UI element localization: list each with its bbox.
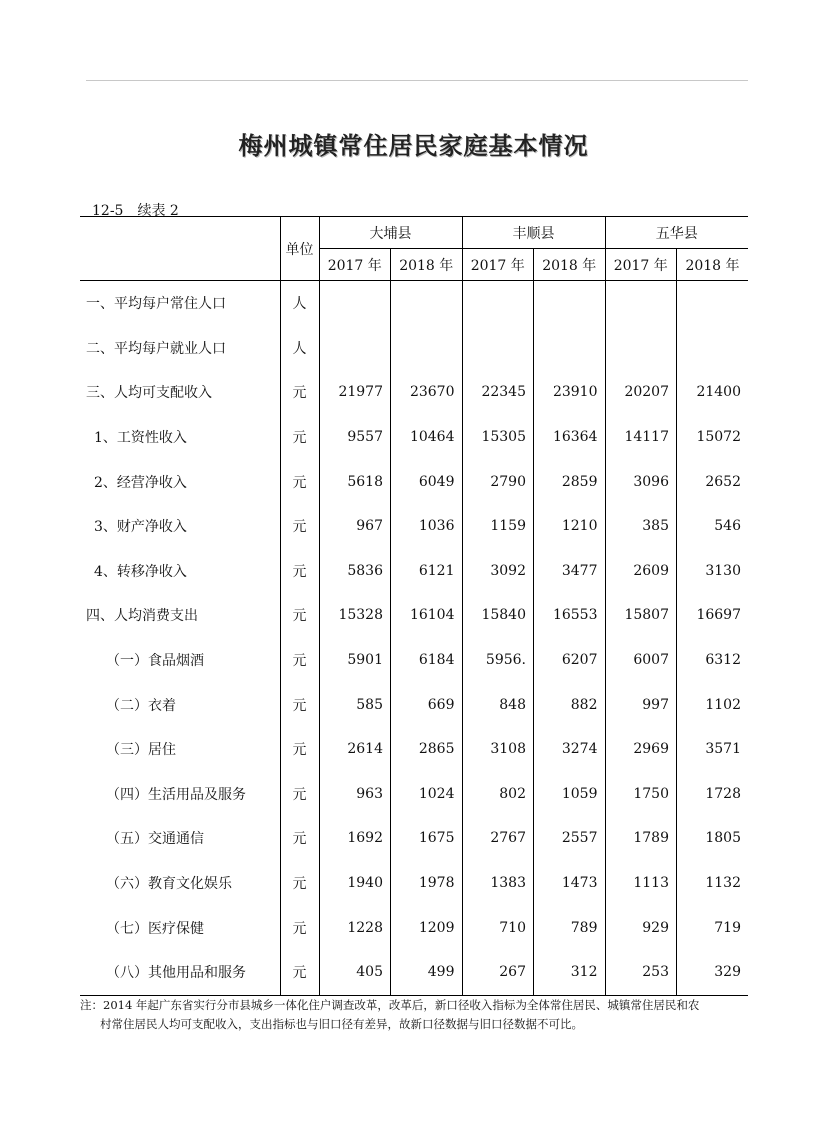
row-value-cell: 1132 [677, 861, 749, 906]
row-value-cell: 16104 [391, 593, 463, 638]
row-value-cell: 802 [462, 772, 534, 817]
row-unit: 元 [280, 682, 319, 727]
row-value-cell: 1159 [462, 504, 534, 549]
row-value-cell: 719 [677, 905, 749, 950]
row-unit: 元 [280, 549, 319, 594]
page-title: 梅州城镇常住居民家庭基本情况 [238, 131, 589, 160]
header-item-cell [80, 217, 280, 281]
table-row [80, 682, 748, 727]
row-item-label: （一）食品烟酒 [106, 653, 204, 670]
row-value-cell: 963 [319, 772, 391, 817]
row-value-cell: 2865 [391, 727, 463, 772]
row-value-cell: 2790 [462, 459, 534, 504]
row-value-cell: 1675 [391, 816, 463, 861]
row-item-label: （二）衣着 [106, 697, 176, 714]
row-value-cell [391, 326, 463, 371]
row-value-cell: 6207 [534, 638, 606, 683]
row-value-cell: 2609 [605, 549, 677, 594]
row-value-cell: 385 [605, 504, 677, 549]
row-value-cell: 6312 [677, 638, 749, 683]
header-county-fengshun: 丰顺县 [462, 217, 605, 249]
row-value-cell: 267 [462, 950, 534, 995]
row-value-cell: 789 [534, 905, 606, 950]
row-value-cell: 15305 [462, 415, 534, 460]
row-value-cell: 1210 [534, 504, 606, 549]
row-item-label: 2、经营净收入 [94, 474, 187, 491]
row-value-cell: 23910 [534, 370, 606, 415]
row-value-cell: 3571 [677, 727, 749, 772]
row-value-cell: 1750 [605, 772, 677, 817]
table-row [80, 415, 748, 460]
row-unit: 元 [280, 593, 319, 638]
footnote [80, 996, 748, 1034]
row-value-cell: 405 [319, 950, 391, 995]
row-value-cell: 1728 [677, 772, 749, 817]
table-row [80, 638, 748, 683]
row-item-label: 3、财产净收入 [94, 519, 187, 536]
table-row [80, 459, 748, 504]
row-value-cell: 253 [605, 950, 677, 995]
row-value-cell [534, 326, 606, 371]
row-value-cell: 9557 [319, 415, 391, 460]
row-value-cell: 22345 [462, 370, 534, 415]
row-unit: 元 [280, 950, 319, 995]
row-value-cell: 16364 [534, 415, 606, 460]
table-row [80, 727, 748, 772]
row-unit: 元 [280, 638, 319, 683]
row-unit: 人 [280, 326, 319, 371]
row-item-label: （六）教育文化娱乐 [106, 876, 232, 893]
row-value-cell: 1024 [391, 772, 463, 817]
row-value-cell: 2969 [605, 727, 677, 772]
data-table [80, 216, 748, 996]
row-value-cell: 1383 [462, 861, 534, 906]
row-item-label: 1、工资性收入 [94, 430, 187, 447]
row-value-cell: 3108 [462, 727, 534, 772]
table-row [80, 549, 748, 594]
header-year: 2017 年 [605, 249, 677, 281]
row-item-label: （三）居住 [106, 742, 176, 759]
header-unit: 单位 [280, 217, 319, 281]
row-value-cell: 6184 [391, 638, 463, 683]
row-unit: 元 [280, 905, 319, 950]
row-value-cell: 1228 [319, 905, 391, 950]
row-value-cell: 1473 [534, 861, 606, 906]
row-item-label: 四、人均消费支出 [86, 608, 198, 625]
footnote-line-2: 村常住居民人均可支配收入，支出指标也与旧口径有差异，故新口径数据与旧口径数据不可比。 [100, 1017, 583, 1031]
row-value-cell [391, 281, 463, 326]
row-item-label: （七）医疗保健 [106, 920, 204, 937]
header-year: 2018 年 [677, 249, 749, 281]
row-value-cell: 1036 [391, 504, 463, 549]
data-table-container [80, 216, 748, 996]
row-value-cell: 1789 [605, 816, 677, 861]
row-item-label: （四）生活用品及服务 [106, 786, 246, 803]
table-row [80, 816, 748, 861]
table-row [80, 772, 748, 817]
top-rule [86, 80, 748, 81]
row-unit: 元 [280, 504, 319, 549]
table-row [80, 326, 748, 371]
row-unit: 元 [280, 727, 319, 772]
row-value-cell: 2557 [534, 816, 606, 861]
table-row [80, 950, 748, 995]
row-value-cell: 1940 [319, 861, 391, 906]
row-item-label: 一、平均每户常住人口 [86, 296, 226, 313]
row-value-cell: 967 [319, 504, 391, 549]
row-value-cell: 14117 [605, 415, 677, 460]
row-value-cell: 2767 [462, 816, 534, 861]
header-year: 2018 年 [391, 249, 463, 281]
header-county-dabu: 大埔县 [319, 217, 462, 249]
row-value-cell: 3096 [605, 459, 677, 504]
row-value-cell: 929 [605, 905, 677, 950]
row-value-cell: 16697 [677, 593, 749, 638]
row-value-cell: 15807 [605, 593, 677, 638]
row-value-cell: 546 [677, 504, 749, 549]
row-value-cell: 882 [534, 682, 606, 727]
row-value-cell: 5956. [462, 638, 534, 683]
row-value-cell [605, 326, 677, 371]
row-value-cell: 15328 [319, 593, 391, 638]
row-value-cell: 329 [677, 950, 749, 995]
header-county-wuhua: 五华县 [605, 217, 748, 249]
row-value-cell: 1692 [319, 816, 391, 861]
row-value-cell: 5836 [319, 549, 391, 594]
row-value-cell: 2614 [319, 727, 391, 772]
table-row [80, 905, 748, 950]
row-value-cell: 3477 [534, 549, 606, 594]
row-unit: 元 [280, 772, 319, 817]
row-value-cell: 1059 [534, 772, 606, 817]
table-row [80, 504, 748, 549]
row-value-cell: 6007 [605, 638, 677, 683]
footnote-line-1: 注：2014 年起广东省实行分市县城乡一体化住户调查改革，改革后，新口径收入指标为全体常住居民、城镇常住居民和农 [80, 998, 700, 1012]
row-value-cell: 2859 [534, 459, 606, 504]
row-value-cell: 499 [391, 950, 463, 995]
row-value-cell [677, 326, 749, 371]
row-unit: 元 [280, 816, 319, 861]
row-item-label: 三、人均可支配收入 [86, 385, 212, 402]
row-value-cell: 16553 [534, 593, 606, 638]
row-value-cell: 1805 [677, 816, 749, 861]
table-row [80, 593, 748, 638]
row-unit: 元 [280, 415, 319, 460]
table-row [80, 861, 748, 906]
row-item-label: 二、平均每户就业人口 [86, 340, 226, 357]
header-year: 2017 年 [462, 249, 534, 281]
row-value-cell: 2652 [677, 459, 749, 504]
row-value-cell [462, 281, 534, 326]
row-value-cell: 21400 [677, 370, 749, 415]
row-value-cell: 312 [534, 950, 606, 995]
row-value-cell [462, 326, 534, 371]
row-value-cell: 5901 [319, 638, 391, 683]
row-value-cell: 1102 [677, 682, 749, 727]
row-value-cell: 997 [605, 682, 677, 727]
row-value-cell: 5618 [319, 459, 391, 504]
row-item-label: （五）交通通信 [106, 831, 204, 848]
row-value-cell: 15072 [677, 415, 749, 460]
row-value-cell: 20207 [605, 370, 677, 415]
table-row [80, 370, 748, 415]
row-value-cell: 15840 [462, 593, 534, 638]
row-unit: 元 [280, 861, 319, 906]
row-value-cell: 3130 [677, 549, 749, 594]
row-value-cell: 848 [462, 682, 534, 727]
row-unit: 元 [280, 459, 319, 504]
row-value-cell: 1978 [391, 861, 463, 906]
row-value-cell: 6121 [391, 549, 463, 594]
row-value-cell: 710 [462, 905, 534, 950]
row-value-cell: 6049 [391, 459, 463, 504]
row-value-cell: 3274 [534, 727, 606, 772]
row-value-cell: 23670 [391, 370, 463, 415]
row-value-cell [677, 281, 749, 326]
header-year: 2018 年 [534, 249, 606, 281]
row-value-cell [319, 326, 391, 371]
row-unit: 人 [280, 281, 319, 326]
row-value-cell [534, 281, 606, 326]
row-value-cell: 669 [391, 682, 463, 727]
header-row-counties [80, 217, 748, 249]
row-unit: 元 [280, 370, 319, 415]
row-value-cell: 10464 [391, 415, 463, 460]
row-value-cell: 1113 [605, 861, 677, 906]
row-value-cell: 3092 [462, 549, 534, 594]
table-body [80, 281, 748, 996]
header-year: 2017 年 [319, 249, 391, 281]
row-item-label: 4、转移净收入 [94, 563, 187, 580]
row-item-label: （八）其他用品和服务 [80, 950, 280, 995]
table-row [80, 281, 748, 326]
row-value-cell: 1209 [391, 905, 463, 950]
table-label: 12-5 续表 2 [92, 203, 179, 219]
row-value-cell: 21977 [319, 370, 391, 415]
row-value-cell: 585 [319, 682, 391, 727]
row-value-cell [605, 281, 677, 326]
row-value-cell [319, 281, 391, 326]
